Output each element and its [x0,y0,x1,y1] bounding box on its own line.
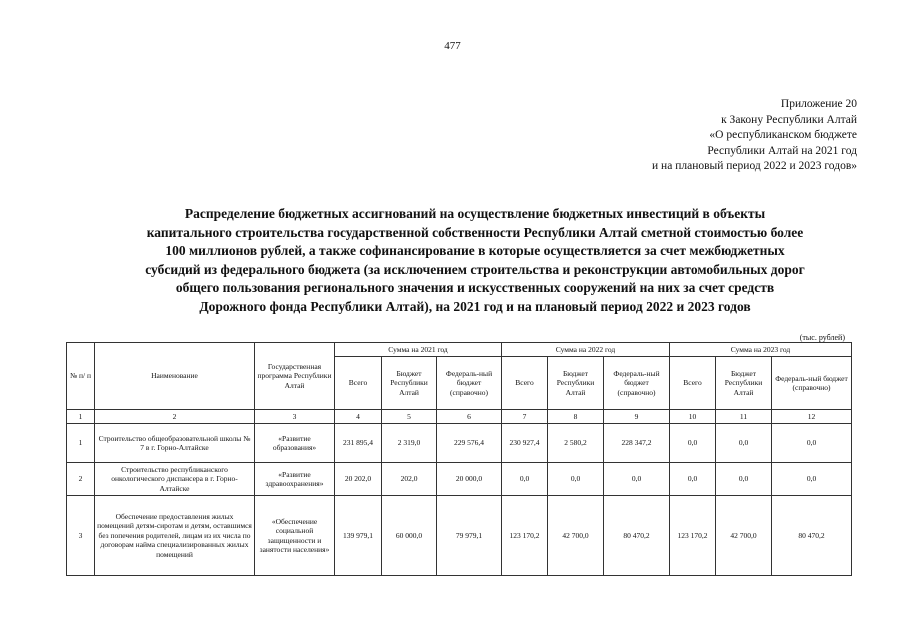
header-year-2021: Сумма на 2021 год [335,343,502,357]
cell-value: 0,0 [502,463,548,496]
header-num: № п/ п [67,343,95,410]
appendix-line: Республики Алтай на 2021 год [707,144,857,157]
cell-value: 0,0 [772,463,852,496]
cell-value: 42 700,0 [716,496,772,576]
page-number: 477 [444,40,461,52]
header-year-2023: Сумма на 2023 год [670,343,852,357]
cell-value: 123 170,2 [670,496,716,576]
header-year-2022: Сумма на 2022 год [502,343,670,357]
appendix-line: к Закону Республики Алтай [721,113,857,126]
column-number-row [67,410,852,424]
row-name: Строительство общеобразовательной школы № 7 в г. Горно-Алтайске [95,424,255,463]
row-name: Обеспечение предоставления жилых помещений детям-сиротам и детям, оставшимся без попечения родителей, лицам из их числа по договорам найма специализированных жилых помещений [95,496,255,576]
table-header-row [67,343,852,357]
column-number: 1 [67,410,95,424]
cell-value: 228 347,2 [604,424,670,463]
title-line: Дорожного фонда Республики Алтай), на 2021 год и на плановый период 2022 и 2023 годов [199,298,751,314]
header-name: Наименование [95,343,255,410]
appendix-block [652,97,857,175]
column-number: 12 [772,410,852,424]
header-regional: Бюджет Республики Алтай [382,357,437,410]
header-total: Всего [670,357,716,410]
column-number: 5 [382,410,437,424]
column-number: 11 [716,410,772,424]
appendix-line: «О республиканском бюджете [709,129,857,141]
cell-value: 80 470,2 [604,496,670,576]
row-num: 2 [67,463,95,496]
cell-value: 0,0 [772,424,852,463]
cell-value: 0,0 [670,463,716,496]
row-name: Строительство республиканского онкологического диспансера в г. Горно-Алтайске [95,463,255,496]
column-number: 10 [670,410,716,424]
appendix-line: и на плановый период 2022 и 2023 годов» [652,160,857,172]
cell-value: 229 576,4 [437,424,502,463]
cell-value: 202,0 [382,463,437,496]
table-row [67,463,852,496]
cell-value: 2 580,2 [548,424,604,463]
cell-value: 20 000,0 [437,463,502,496]
table-row [67,424,852,463]
cell-value: 123 170,2 [502,496,548,576]
cell-value: 230 927,4 [502,424,548,463]
header-federal: Федераль-ный бюджет (справочно) [604,357,670,410]
column-number: 7 [502,410,548,424]
cell-value: 139 979,1 [335,496,382,576]
title-line: 100 миллионов рублей, а также софинансирование в которые осуществляется за счет межбюджетных [165,243,785,258]
cell-value: 231 895,4 [335,424,382,463]
cell-value: 0,0 [716,463,772,496]
table-row [67,496,852,576]
header-federal: Федераль-ный бюджет (справочно) [772,357,852,410]
cell-value: 60 000,0 [382,496,437,576]
row-program: «Развитие здравоохранения» [255,463,335,496]
row-num: 3 [67,496,95,576]
column-number: 4 [335,410,382,424]
column-number: 6 [437,410,502,424]
title-line: капитального строительства государственной собственности Республики Алтай сметной стоимостью более [146,224,804,240]
column-number: 3 [255,410,335,424]
document-title [100,205,850,316]
header-total: Всего [335,357,382,410]
cell-value: 42 700,0 [548,496,604,576]
column-number: 8 [548,410,604,424]
budget-table [66,342,852,576]
title-line: Распределение бюджетных ассигнований на осуществление бюджетных инвестиций в объекты [184,206,766,221]
row-program: «Обеспечение социальной защищенности и занятости населения» [255,496,335,576]
cell-value: 79 979,1 [437,496,502,576]
cell-value: 0,0 [716,424,772,463]
header-federal: Федераль-ный бюджет (справочно) [437,357,502,410]
header-regional: Бюджет Республики Алтай [548,357,604,410]
row-num: 1 [67,424,95,463]
title-line: субсидий из федерального бюджета (за исключением строительства и реконструкции автомобильных дорог [145,261,805,277]
cell-value: 80 470,2 [772,496,852,576]
cell-value: 20 202,0 [335,463,382,496]
appendix-line: Приложение 20 [780,98,857,110]
column-number: 2 [95,410,255,424]
cell-value: 0,0 [548,463,604,496]
row-program: «Развитие образования» [255,424,335,463]
header-program: Государственная программа Республики Алтай [255,343,335,410]
cell-value: 2 319,0 [382,424,437,463]
cell-value: 0,0 [670,424,716,463]
header-regional: Бюджет Республики Алтай [716,357,772,410]
header-total: Всего [502,357,548,410]
units-label: (тыс. рублей) [799,333,845,342]
title-line: общего пользования регионального значения и искусственных сооружений на них за счет средств [175,280,775,295]
column-number: 9 [604,410,670,424]
cell-value: 0,0 [604,463,670,496]
